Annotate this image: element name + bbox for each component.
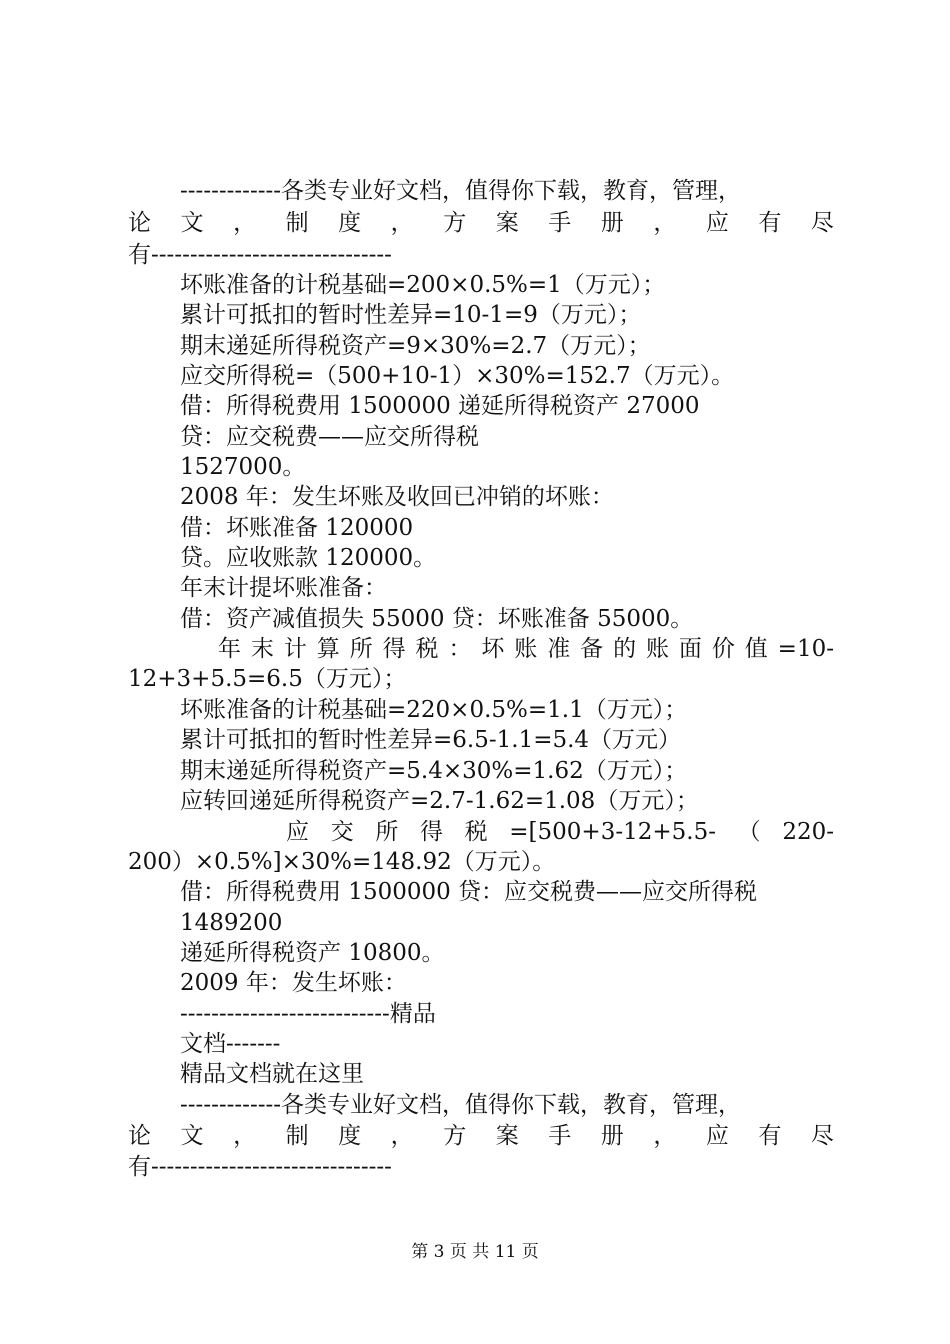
calc-line-continued: 12+3+5.5=6.5（万元）； (128, 666, 407, 692)
banner-token: 应 (705, 1123, 729, 1149)
header-token: 手 (548, 210, 572, 236)
calc-token: 价 (711, 636, 735, 662)
calc-token: 账 (514, 636, 538, 662)
header-token: 尽 (810, 210, 834, 236)
banner-token: 论 (128, 1123, 151, 1149)
calc-token: 计 (283, 636, 307, 662)
tax-token: 220- (782, 819, 834, 845)
body-line: 2009 年：发生坏账： (180, 970, 407, 996)
tax-token: 所 (375, 819, 399, 845)
header-token: 方 (443, 210, 467, 236)
calc-token: 坏 (481, 636, 505, 662)
body-line: ---------------------------精品 (180, 1001, 436, 1027)
body-line: 应转回递延所得税资产=2.7-1.62=1.08（万元）； (180, 788, 699, 814)
calc-token: 面 (678, 636, 702, 662)
body-line: 期末递延所得税资产=5.4×30%=1.62（万元）； (180, 758, 688, 784)
tax-token: 应 (286, 819, 309, 845)
calc-token: 备 (580, 636, 604, 662)
tax-token: 交 (330, 819, 354, 845)
tax-line-continued: 200）×0.5%]×30%=148.92（万元）。 (128, 849, 556, 875)
banner-token: 有 (758, 1123, 782, 1149)
footer-banner-line-1: -------------各类专业好文档，值得你下载，教育，管理， (180, 1092, 742, 1118)
body-line: 期末递延所得税资产=9×30%=2.7（万元）； (180, 333, 651, 359)
banner-token: ， (233, 1123, 257, 1149)
body-line: 2008 年：发生坏账及收回已冲销的坏账： (180, 484, 614, 510)
header-banner-line-2 (128, 208, 834, 238)
banner-token: ， (653, 1123, 677, 1149)
calc-token: ： (448, 636, 472, 662)
banner-token: ， (390, 1123, 414, 1149)
body-line: 借：资产减值损失 55000 贷：坏账准备 55000。 (180, 606, 694, 632)
footer-banner-line-3: 有------------------------------- (128, 1154, 392, 1180)
header-token: 册 (600, 210, 624, 236)
tax-token: =[500+3-12+5.5- (509, 819, 716, 845)
body-line: 年末计提坏账准备： (180, 575, 387, 601)
calc-token: 末 (250, 636, 274, 662)
page-number: 第 3 页 共 11 页 (411, 1242, 539, 1262)
body-line: 贷：应交税费——应交所得税 (180, 424, 479, 450)
header-token: 有 (758, 210, 782, 236)
calc-token: =10- (777, 636, 834, 662)
banner-token: 手 (548, 1123, 572, 1149)
banner-token: 文 (180, 1123, 204, 1149)
body-line: 文档------- (180, 1031, 281, 1057)
header-token: ， (653, 210, 677, 236)
body-line: 借：所得税费用 1500000 递延所得税资产 27000 (180, 393, 700, 419)
header-token: 度 (338, 210, 362, 236)
body-line: 应交所得税=（500+10-1）×30%=152.7（万元）。 (180, 363, 735, 389)
body-line: 坏账准备的计税基础=200×0.5%=1（万元）； (180, 272, 666, 298)
calc-token: 值 (744, 636, 768, 662)
header-token: ， (390, 210, 414, 236)
banner-token: 册 (600, 1123, 624, 1149)
header-token: 应 (705, 210, 729, 236)
header-banner-line-3: 有------------------------------- (128, 242, 392, 268)
tax-token: 税 (464, 819, 488, 845)
banner-token: 方 (443, 1123, 467, 1149)
banner-token: 度 (338, 1123, 362, 1149)
body-line: 递延所得税资产 10800。 (180, 940, 445, 966)
body-line: 累计可抵扣的暂时性差异=6.5-1.1=5.4（万元） (180, 727, 682, 753)
body-line: 坏账准备的计税基础=220×0.5%=1.1（万元）； (180, 697, 688, 723)
body-line: 借：所得税费用 1500000 贷：应交税费——应交所得税 (180, 879, 758, 905)
calc-token: 税 (415, 636, 439, 662)
banner-token: 制 (285, 1123, 309, 1149)
body-line: 1489200 (180, 910, 283, 936)
calc-token: 年 (218, 636, 241, 662)
calc-token: 算 (316, 636, 340, 662)
header-token: 文 (180, 210, 204, 236)
header-token: 案 (495, 210, 519, 236)
calc-line-justified (218, 634, 834, 664)
body-line: 精品文档就在这里 (180, 1061, 364, 1087)
header-banner-line-1: -------------各类专业好文档，值得你下载，教育，管理， (180, 178, 742, 204)
footer-banner-line-2 (128, 1121, 834, 1151)
calc-token: 的 (613, 636, 637, 662)
banner-token: 尽 (810, 1123, 834, 1149)
tax-line-justified (286, 817, 834, 847)
calc-token: 所 (349, 636, 373, 662)
header-token: ， (233, 210, 257, 236)
body-line: 贷。应收账款 120000。 (180, 545, 437, 571)
calc-token: 账 (645, 636, 669, 662)
calc-token: 得 (382, 636, 406, 662)
banner-token: 案 (495, 1123, 519, 1149)
header-token: 论 (128, 210, 151, 236)
body-line: 1527000。 (180, 454, 306, 480)
calc-token: 准 (547, 636, 571, 662)
body-line: 累计可抵扣的暂时性差异=10-1=9（万元）； (180, 302, 642, 328)
tax-token: （ (737, 819, 761, 845)
tax-token: 得 (419, 819, 443, 845)
header-token: 制 (285, 210, 309, 236)
body-line: 借：坏账准备 120000 (180, 515, 414, 541)
